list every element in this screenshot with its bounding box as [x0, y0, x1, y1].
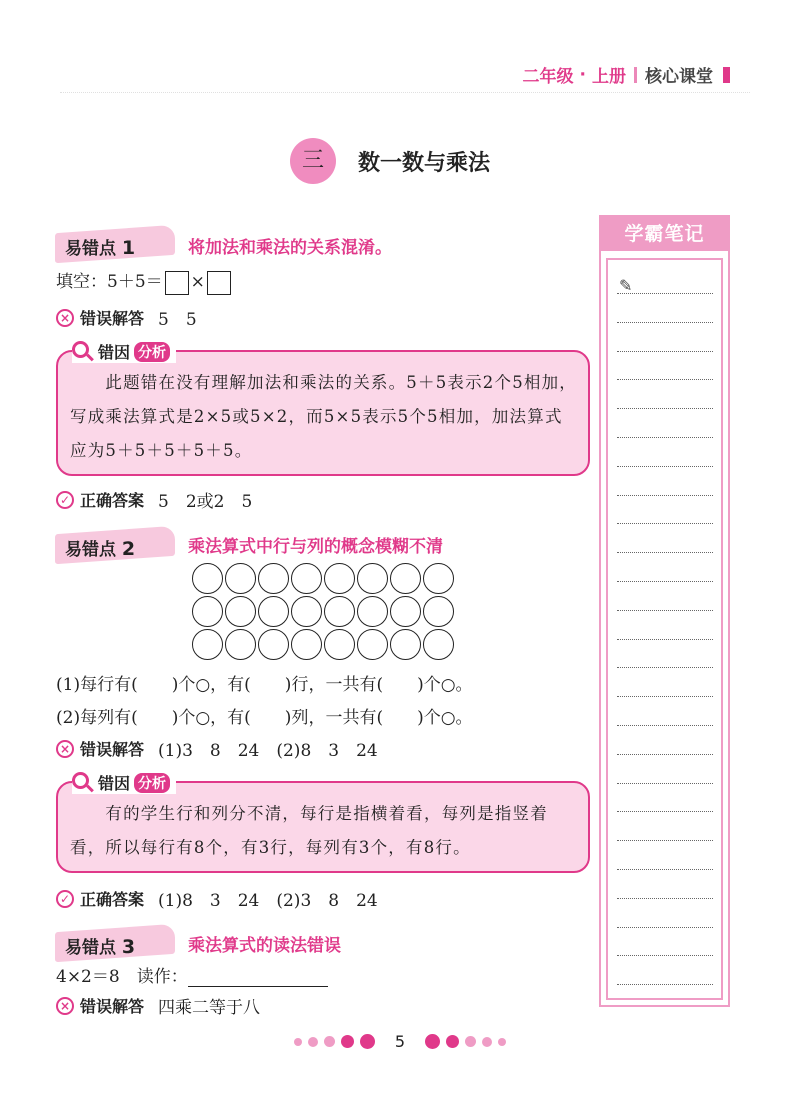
point2-analysis-head: 错因 分析: [72, 771, 176, 794]
check-mark-icon: ✓: [56, 491, 74, 509]
grid-circle: [357, 596, 388, 627]
grid-circle: [192, 629, 223, 660]
answer-box-1[interactable]: [165, 271, 189, 295]
note-line: [617, 927, 713, 928]
point2-title: 乘法算式中行与列的概念模糊不清: [188, 537, 443, 557]
point2-analysis-box: [56, 781, 590, 873]
grid-circle: [225, 629, 256, 660]
pager-dot: [425, 1034, 440, 1049]
grid-circle: [423, 596, 454, 627]
grid-circle: [357, 629, 388, 660]
chapter-number: 三: [290, 138, 336, 184]
note-line: [617, 437, 713, 438]
note-line: [617, 293, 713, 294]
grid-circle: [423, 563, 454, 594]
point3-wrong-answer: × 错误解答 四乘二等于八: [56, 993, 260, 1018]
note-line: [617, 955, 713, 956]
note-line: [617, 783, 713, 784]
grid-circle: [390, 596, 421, 627]
note-line: [617, 466, 713, 467]
wrong-mark-icon: ×: [56, 997, 74, 1015]
grid-circle: [291, 596, 322, 627]
grade-label: 二年级: [522, 67, 574, 87]
point2-right-answer: ✓ 正确答案 (1)8 3 24 (2)3 8 24: [56, 886, 378, 911]
circle-grid: [192, 563, 456, 662]
note-line: [617, 351, 713, 352]
point1-analysis-box: [56, 350, 590, 476]
header-dot: ·: [579, 64, 586, 85]
note-line: [617, 840, 713, 841]
pager-dot: [341, 1035, 354, 1048]
read-as-blank[interactable]: [188, 969, 328, 987]
error-tag-2: 易错点 2: [55, 526, 175, 564]
note-line: [617, 322, 713, 323]
grid-circle: [258, 596, 289, 627]
pager-dot: [465, 1036, 476, 1047]
grid-circle: [192, 596, 223, 627]
point3-question: 4×2＝8 读作：: [56, 962, 328, 987]
note-line: [617, 639, 713, 640]
note-line: [617, 869, 713, 870]
grid-circle: [225, 596, 256, 627]
grid-circle: [324, 596, 355, 627]
magnifier-icon: [72, 341, 94, 363]
magnifier-icon: [72, 772, 94, 794]
header-bar: [723, 67, 730, 83]
grid-circle: [357, 563, 388, 594]
note-line: [617, 610, 713, 611]
header-separator: [634, 67, 637, 83]
grid-circle: [390, 629, 421, 660]
pager-dot: [446, 1035, 459, 1048]
grid-circle: [324, 563, 355, 594]
note-line: [617, 379, 713, 380]
note-line: [617, 811, 713, 812]
grid-circle: [258, 563, 289, 594]
note-line: [617, 408, 713, 409]
pager-dot: [498, 1038, 506, 1046]
grid-circle: [390, 563, 421, 594]
volume-label: 上册: [592, 67, 626, 87]
point2-question-2: (2)每列有( )个○，有( )列，一共有( )个○。: [56, 708, 473, 728]
wrong-mark-icon: ×: [56, 309, 74, 327]
notes-area[interactable]: [606, 258, 723, 1000]
note-line: [617, 754, 713, 755]
grid-circle: [291, 563, 322, 594]
note-line: [617, 552, 713, 553]
chapter-title: 数一数与乘法: [358, 151, 491, 176]
point1-title: 将加法和乘法的关系混淆。: [188, 238, 392, 258]
point1-question: 填空：5＋5＝ ×: [56, 267, 233, 295]
point1-analysis-head: 错因 分析: [72, 340, 176, 363]
core-label: 核心课堂: [645, 67, 713, 87]
notes-title: 学霸笔记: [599, 217, 730, 251]
check-mark-icon: ✓: [56, 890, 74, 908]
page-header: [523, 62, 730, 87]
pencil-icon: ✎: [619, 276, 633, 295]
note-line: [617, 581, 713, 582]
point2-question-1: (1)每行有( )个○，有( )行，一共有( )个○。: [56, 675, 473, 695]
grid-circle: [291, 629, 322, 660]
point2-wrong-answer: × 错误解答 (1)3 8 24 (2)8 3 24: [56, 736, 378, 761]
note-line: [617, 725, 713, 726]
pager-dot: [482, 1037, 492, 1047]
note-line: [617, 523, 713, 524]
grid-circle: [258, 629, 289, 660]
grid-circle: [324, 629, 355, 660]
note-line: [617, 667, 713, 668]
grid-circle: [225, 563, 256, 594]
grid-circle: [423, 629, 454, 660]
pager-dot: [360, 1034, 375, 1049]
note-line: [617, 495, 713, 496]
note-line: [617, 984, 713, 985]
point1-right-answer: ✓ 正确答案 5 2或2 5: [56, 487, 252, 512]
error-tag-3: 易错点 3: [55, 924, 175, 962]
header-rule: [60, 92, 750, 93]
error-tag-1: 易错点 1: [55, 225, 175, 263]
grid-circle: [192, 563, 223, 594]
point2-analysis-text: 有的学生行和列分不清，每行是指横着看，每列是指竖着看，所以每行有8个，有3行，每列有3个，有8行。: [70, 804, 548, 857]
answer-box-2[interactable]: [207, 271, 231, 295]
note-line: [617, 898, 713, 899]
page-number: 5: [394, 1032, 406, 1051]
note-line: [617, 696, 713, 697]
pager-dot: [308, 1037, 318, 1047]
wrong-mark-icon: ×: [56, 740, 74, 758]
point1-analysis-text: 此题错在没有理解加法和乘法的关系。5＋5表示2个5相加，写成乘法算式是2×5或5×2，而5×5表示5个5相加，加法算式应为5＋5＋5＋5＋5。: [70, 373, 577, 460]
point1-wrong-answer: × 错误解答 5 5: [56, 305, 197, 330]
page-footer: [0, 1032, 800, 1051]
pager-dot: [294, 1038, 302, 1046]
pager-dot: [324, 1036, 335, 1047]
point3-title: 乘法算式的读法错误: [188, 936, 341, 956]
